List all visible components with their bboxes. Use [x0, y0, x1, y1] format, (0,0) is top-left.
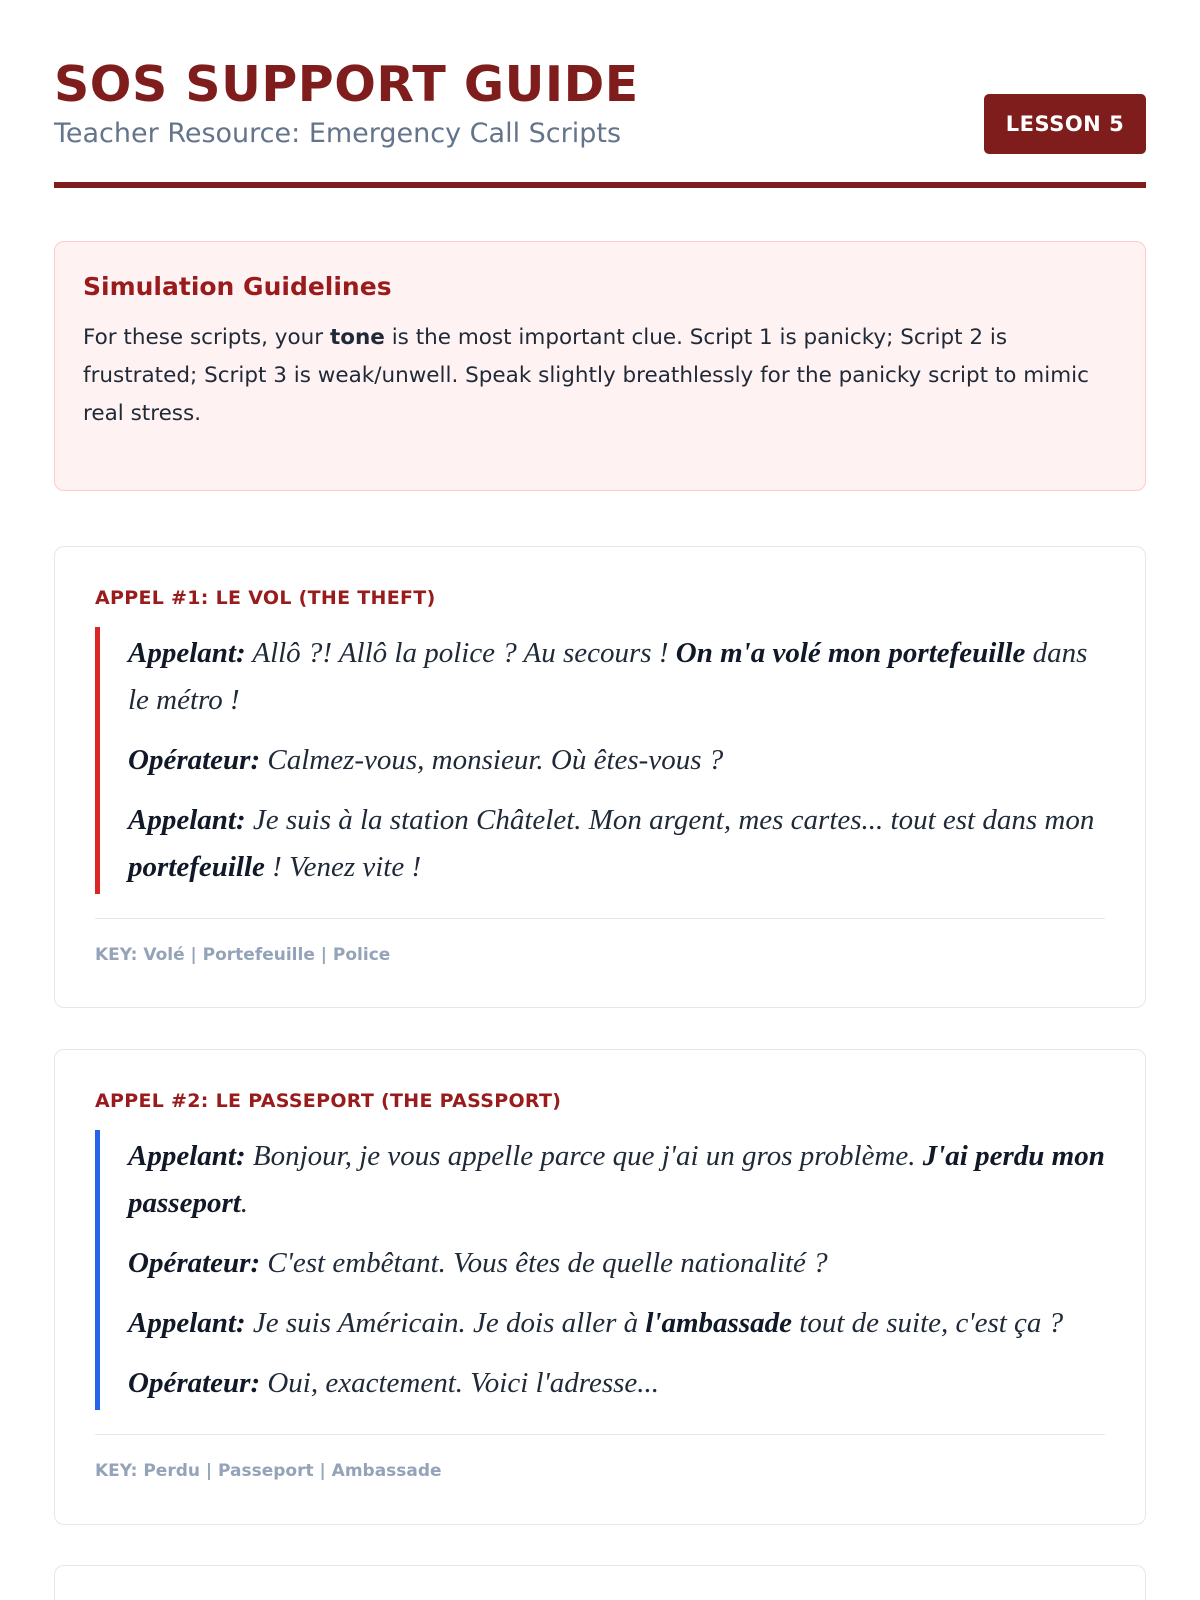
- dialogue-line: [128, 630, 1105, 724]
- dialogue-block: [95, 627, 1105, 894]
- page-title: SOS SUPPORT GUIDE: [54, 56, 639, 113]
- line-emphasis: On m'a volé mon portefeuille: [675, 637, 1026, 669]
- guidelines-text-emphasis: tone: [329, 325, 385, 350]
- speaker-label: Appelant:: [128, 637, 246, 669]
- speaker-label: Opérateur:: [128, 1247, 261, 1279]
- call-card-1: [54, 546, 1146, 1008]
- line-emphasis: portefeuille: [128, 851, 265, 883]
- line-text: Allô ?! Allô la police ? Au secours !: [245, 637, 676, 669]
- guidelines-title: Simulation Guidelines: [83, 272, 392, 301]
- call-card-2: [54, 1049, 1146, 1525]
- speaker-label: Appelant:: [128, 1307, 246, 1339]
- card-footer: [95, 1434, 1105, 1481]
- guidelines-text: [83, 319, 1117, 433]
- guidelines-text-part: For these scripts, your: [83, 325, 330, 350]
- dialogue-line: [128, 797, 1105, 891]
- speaker-label: Opérateur:: [128, 744, 261, 776]
- line-text: Calmez-vous, monsieur. Où êtes-vous ?: [260, 744, 724, 776]
- line-text: ! Venez vite !: [264, 851, 422, 883]
- dialogue-line: [128, 1360, 1105, 1407]
- line-text: Oui, exactement. Voici l'adresse...: [260, 1367, 660, 1399]
- dialogue-line: [128, 1240, 1105, 1287]
- dialogue-block: [95, 1130, 1105, 1410]
- key-vocabulary: KEY: Volé | Portefeuille | Police: [95, 945, 391, 965]
- page-subtitle: Teacher Resource: Emergency Call Scripts: [54, 118, 622, 149]
- speaker-label: Opérateur:: [128, 1367, 261, 1399]
- line-text: tout de suite, c'est ça ?: [792, 1307, 1064, 1339]
- call-title: APPEL #1: LE VOL (THE THEFT): [95, 587, 436, 609]
- line-text: dans le métro !: [128, 637, 1088, 716]
- line-emphasis: l'ambassade: [645, 1307, 793, 1339]
- guidelines-text-part: is the most important clue. Script 1 is panicky; Script 2 is frustrated; Script 3 is weak/unwell. Speak slightly breathlessly for the panicky script to mimic real stress.: [83, 325, 1089, 426]
- line-text: Bonjour, je vous appelle parce que j'ai un gros problème.: [245, 1140, 923, 1172]
- page-header: [54, 0, 1146, 188]
- call-title: APPEL #2: LE PASSEPORT (THE PASSPORT): [95, 1090, 562, 1112]
- dialogue-line: [128, 1300, 1105, 1347]
- call-card-3: [54, 1565, 1146, 1600]
- line-text: Je suis à la station Châtelet. Mon argent, mes cartes... tout est dans mon: [245, 804, 1095, 836]
- key-vocabulary: KEY: Perdu | Passeport | Ambassade: [95, 1461, 442, 1481]
- speaker-label: Appelant:: [128, 1140, 246, 1172]
- line-text: Je suis Américain. Je dois aller à: [245, 1307, 646, 1339]
- simulation-guidelines-box: [54, 241, 1146, 491]
- speaker-label: Appelant:: [128, 804, 246, 836]
- card-footer: [95, 918, 1105, 965]
- lesson-badge: LESSON 5: [984, 94, 1146, 154]
- line-text: C'est embêtant. Vous êtes de quelle nationalité ?: [260, 1247, 828, 1279]
- dialogue-line: [128, 1133, 1105, 1227]
- line-emphasis: J'ai perdu mon passeport: [128, 1140, 1105, 1219]
- line-text: .: [240, 1187, 249, 1219]
- dialogue-line: [128, 737, 1105, 784]
